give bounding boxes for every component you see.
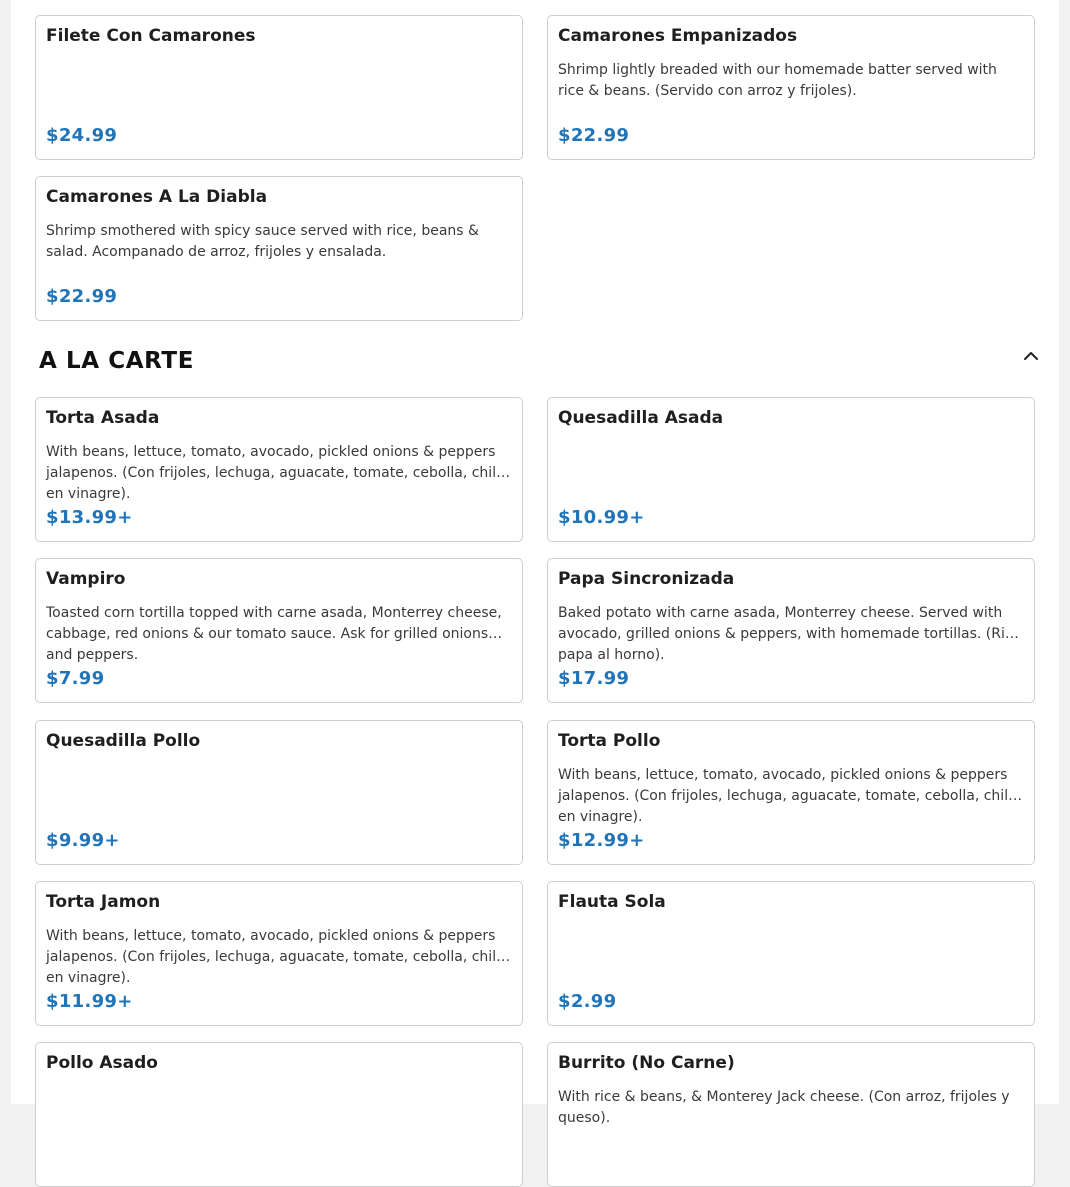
item-price: $17.99	[558, 668, 630, 689]
item-name: Burrito (No Carne)	[558, 1053, 735, 1073]
item-name: Torta Asada	[46, 408, 160, 428]
item-description: With rice & beans, & Monterey Jack cheese. (Con arroz, frijoles y queso).	[558, 1089, 1010, 1126]
item-name: Pollo Asado	[46, 1053, 158, 1073]
chevron-up-icon[interactable]	[1023, 348, 1039, 364]
item-price: $22.99	[558, 125, 630, 146]
item-price: $22.99	[46, 286, 118, 307]
item-name: Quesadilla Pollo	[46, 731, 201, 751]
item-price: $13.99+	[46, 507, 133, 528]
menu-item-card[interactable]	[547, 397, 1035, 542]
item-name: Camarones Empanizados	[558, 26, 798, 46]
menu-item-card[interactable]	[35, 1042, 523, 1187]
item-description: Shrimp lightly breaded with our homemade batter served with rice & beans. (Servido con arroz y frijoles).	[558, 62, 997, 99]
menu-page	[11, 0, 1059, 1126]
item-name: Camarones A La Diabla	[46, 187, 268, 207]
item-name: Vampiro	[46, 569, 126, 589]
menu-item-card[interactable]	[35, 176, 523, 321]
menu-item-card[interactable]	[547, 558, 1035, 703]
item-name: Quesadilla Asada	[558, 408, 724, 428]
item-description: Baked potato with carne asada, Monterrey cheese. Served with avocado, grilled onions & peppers, with homemade tortillas. (Rica papa al horno).	[558, 605, 1022, 663]
menu-item-card[interactable]	[547, 881, 1035, 1026]
item-price: $24.99	[46, 125, 118, 146]
item-name: Flauta Sola	[558, 892, 666, 912]
item-price: $7.99	[46, 668, 105, 689]
item-description: With beans, lettuce, tomato, avocado, pickled onions & peppers jalapenos. (Con frijoles, lechuga, aguacate, tomate, cebolla, chiles en vinagre).	[46, 928, 512, 986]
section-header-a-la-carte[interactable]	[39, 340, 1039, 386]
menu-item-card[interactable]	[547, 1042, 1035, 1187]
menu-item-card[interactable]	[35, 397, 523, 542]
item-price: $11.99+	[46, 991, 133, 1012]
menu-item-card[interactable]	[35, 558, 523, 703]
item-name: Torta Jamon	[46, 892, 161, 912]
item-price: $9.99+	[46, 830, 120, 851]
menu-item-card[interactable]	[35, 15, 523, 160]
menu-item-card[interactable]	[547, 720, 1035, 865]
item-description: Toasted corn tortilla topped with carne asada, Monterrey cheese, cabbage, red onions & our tomato sauce. Ask for grilled onions and peppers.	[46, 605, 502, 663]
menu-item-card[interactable]	[35, 720, 523, 865]
item-price: $12.99+	[558, 830, 645, 851]
item-description: With beans, lettuce, tomato, avocado, pickled onions & peppers jalapenos. (Con frijoles, lechuga, aguacate, tomate, cebolla, chiles en vinagre).	[558, 767, 1024, 825]
menu-item-card[interactable]	[547, 15, 1035, 160]
item-price: $10.99+	[558, 507, 645, 528]
item-description: Shrimp smothered with spicy sauce served with rice, beans & salad. Acompanado de arroz, frijoles y ensalada.	[46, 223, 479, 260]
item-description: With beans, lettuce, tomato, avocado, pickled onions & peppers jalapenos. (Con frijoles, lechuga, aguacate, tomate, cebolla, chiles en vinagre).	[46, 444, 512, 502]
section-title: A LA CARTE	[39, 348, 195, 374]
menu-item-card[interactable]	[35, 881, 523, 1026]
item-name: Filete Con Camarones	[46, 26, 256, 46]
item-name: Torta Pollo	[558, 731, 661, 751]
item-name: Papa Sincronizada	[558, 569, 735, 589]
item-price: $2.99	[558, 991, 617, 1012]
